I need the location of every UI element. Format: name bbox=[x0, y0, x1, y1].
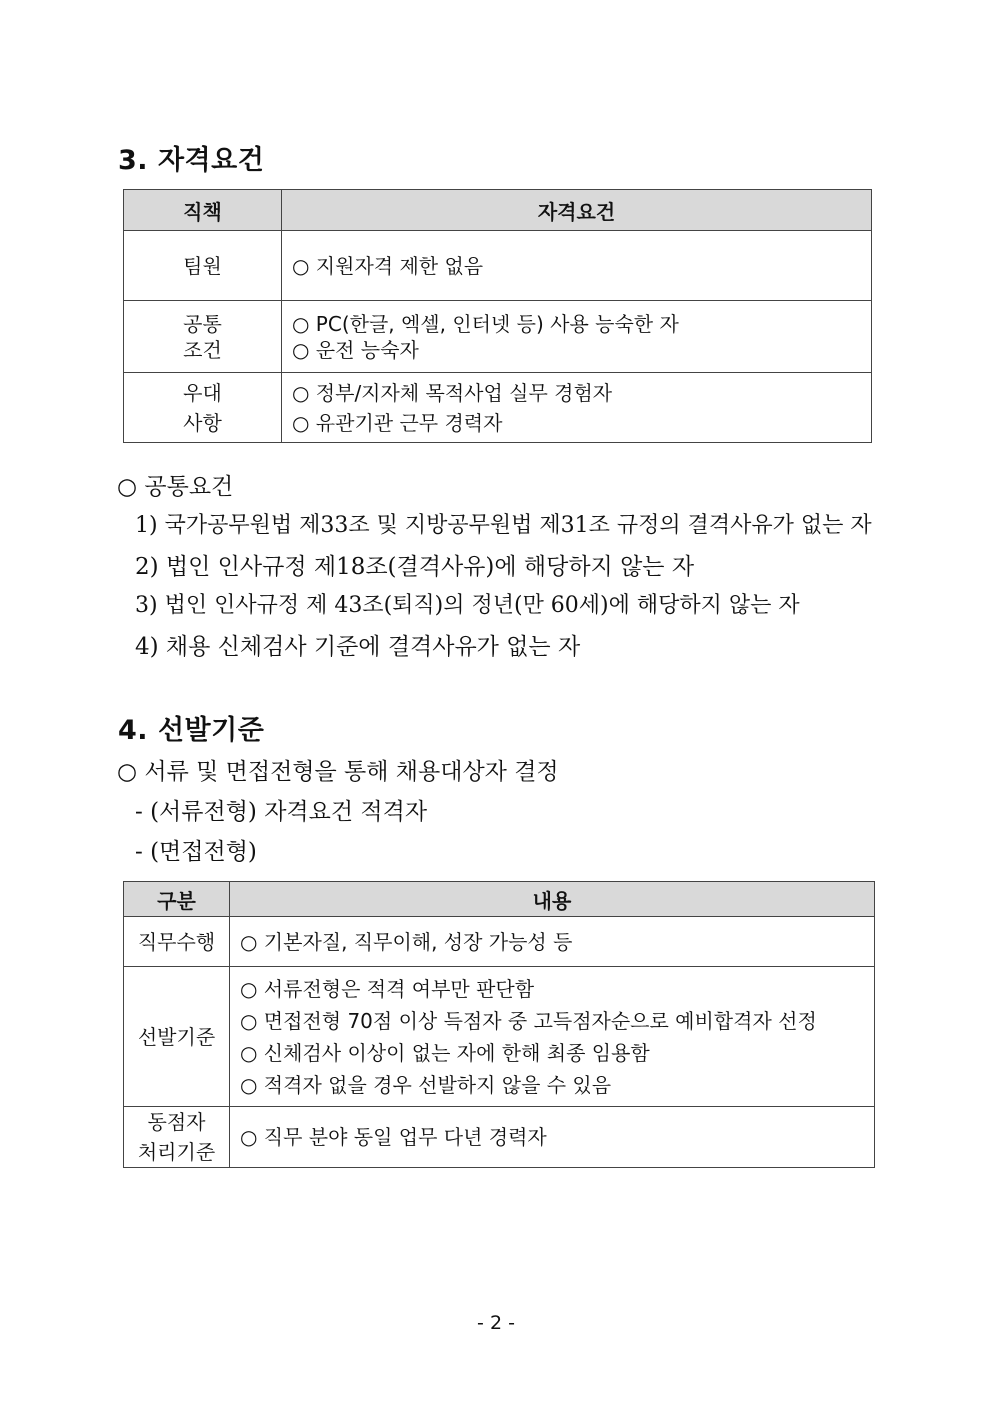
table-header-cell: 직책 bbox=[124, 190, 282, 231]
list-item: ○ 유관기관 근무 경력자 bbox=[292, 410, 503, 435]
document-screening-line: - (서류전형) 자격요건 적격자 bbox=[135, 799, 428, 825]
selection-criteria-table bbox=[123, 881, 875, 1168]
section-4-heading: 4. 선발기준 bbox=[118, 715, 265, 746]
list-item: 1) 국가공무원법 제33조 및 지방공무원법 제31조 규정의 결격사유가 없는 자 bbox=[135, 513, 872, 538]
list-item: ○ 직무 분야 동일 업무 다년 경력자 bbox=[240, 1125, 547, 1149]
section-3-heading: 3. 자격요건 bbox=[118, 145, 265, 176]
row-title-cell bbox=[124, 917, 230, 967]
table-row bbox=[124, 301, 872, 373]
row-title-cell bbox=[124, 231, 282, 301]
table-header-row bbox=[124, 882, 875, 917]
table-row bbox=[124, 373, 872, 443]
row-content-cell bbox=[230, 1107, 875, 1168]
list-item: ○ 신체검사 이상이 없는 자에 한해 최종 임용함 bbox=[240, 1040, 650, 1065]
list-item: ○ 기본자질, 직무이해, 성장 가능성 등 bbox=[240, 929, 573, 954]
list-item: ○ 운전 능숙자 bbox=[292, 337, 419, 362]
table-row bbox=[124, 967, 875, 1107]
list-item: 3) 법인 인사규정 제 43조(퇴직)의 정년(만 60세)에 해당하지 않는 자 bbox=[135, 593, 800, 618]
table-row bbox=[124, 917, 875, 967]
row-title: 처리기준 bbox=[137, 1140, 216, 1164]
row-content-cell bbox=[230, 917, 875, 967]
selection-intro: ○ 서류 및 면접전형을 통해 채용대상자 결정 bbox=[117, 759, 559, 785]
list-item: 2) 법인 인사규정 제18조(결격사유)에 해당하지 않는 자 bbox=[135, 554, 695, 580]
list-item: ○ 적격자 없을 경우 선발하지 않을 수 있음 bbox=[240, 1072, 612, 1097]
table-header-cell: 구분 bbox=[124, 882, 230, 917]
row-title-cell bbox=[124, 1107, 230, 1168]
common-requirements-heading: ○ 공통요건 bbox=[117, 474, 234, 500]
row-title: 직무수행 bbox=[137, 929, 216, 954]
list-item: 4) 채용 신체검사 기준에 결격사유가 없는 자 bbox=[135, 634, 581, 660]
list-item: ○ PC(한글, 엑셀, 인터넷 등) 사용 능숙한 자 bbox=[292, 311, 679, 336]
row-title: 팀원 bbox=[183, 253, 222, 278]
interview-screening-line: - (면접전형) bbox=[135, 839, 257, 865]
row-content-cell bbox=[282, 231, 872, 301]
row-content-cell bbox=[282, 373, 872, 443]
list-item: ○ 서류전형은 적격 여부만 판단함 bbox=[240, 976, 535, 1001]
row-title-cell bbox=[124, 967, 230, 1107]
list-item: ○ 정부/지자체 목적사업 실무 경험자 bbox=[292, 380, 613, 405]
page-number: - 2 - bbox=[477, 1312, 515, 1334]
row-title: 공통 bbox=[183, 311, 222, 336]
table-row bbox=[124, 231, 872, 301]
table-header-cell: 자격요건 bbox=[282, 190, 872, 231]
table-row bbox=[124, 1107, 875, 1168]
table-header-row bbox=[124, 190, 872, 231]
row-title-cell bbox=[124, 301, 282, 373]
list-item: ○ 면접전형 70점 이상 득점자 중 고득점자순으로 예비합격자 선정 bbox=[240, 1008, 817, 1033]
list-item: ○ 지원자격 제한 없음 bbox=[292, 253, 484, 278]
row-title: 사항 bbox=[183, 410, 222, 435]
row-title: 선발기준 bbox=[137, 1024, 216, 1049]
row-title: 동점자 bbox=[147, 1110, 206, 1134]
row-title: 우대 bbox=[183, 380, 222, 405]
row-content-cell bbox=[230, 967, 875, 1107]
table-header-cell: 내용 bbox=[230, 882, 875, 917]
row-title-cell bbox=[124, 373, 282, 443]
qualification-table bbox=[123, 189, 872, 443]
row-content-cell bbox=[282, 301, 872, 373]
row-title: 조건 bbox=[183, 337, 222, 362]
